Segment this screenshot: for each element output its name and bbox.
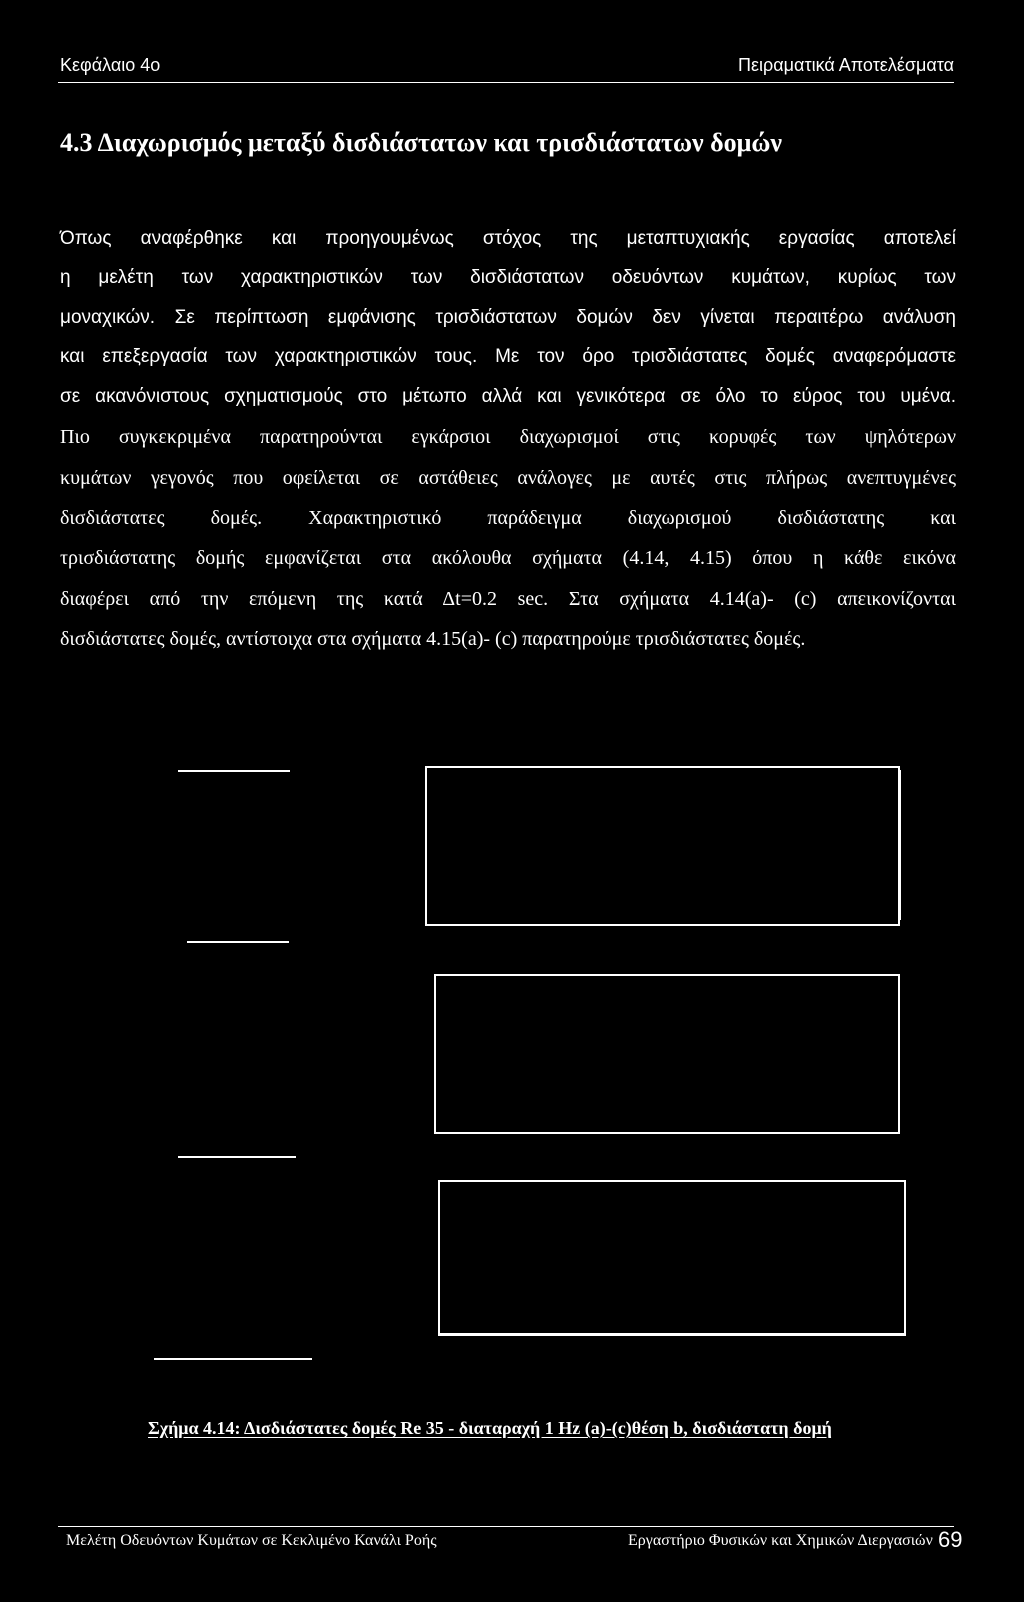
figure-caption: Σχήμα 4.14: Δισδιάστατες δομές Re 35 - διαταραχή 1 Hz (a)-(c)θέση b, δισδιάστατη δομή <box>148 1418 832 1438</box>
footer-thesis-title: Μελέτη Οδευόντων Κυμάτων σε Κεκλιμένο Κανάλι Ροής <box>66 1532 437 1549</box>
paragraph-line: η μελέτη των χαρακτηριστικών των δισδιάστατων οδευόντων κυμάτων, κυρίως των <box>60 267 956 288</box>
panel-a-edge <box>178 770 290 772</box>
paragraph-line: μοναχικών. Σε περίπτωση εμφάνισης τρισδιάστατων δομών δεν γίνεται περαιτέρω ανάλυση <box>60 307 956 328</box>
running-header-chapter: Κεφάλαιο 4ο <box>60 55 161 75</box>
figure-panel-c <box>438 1180 906 1335</box>
panel-c-edge <box>178 1156 296 1158</box>
section-title: 4.3 Διαχωρισμός μεταξύ δισδιάστατων και τρισδιάστατων δομών <box>60 128 782 157</box>
footer-rule <box>58 1526 954 1527</box>
paragraph-line: διαφέρει από την επόμενη της κατά Δt=0.2 sec. Στα σχήματα 4.14(a)- (c) απεικονίζονται <box>60 588 956 610</box>
paragraph-line: κυμάτων γεγονός που οφείλεται σε αστάθειες ανάλογες με αυτές στις πλήρως ανεπτυγμένες <box>60 467 956 489</box>
figure-panel-b <box>434 974 900 1134</box>
panel-c-bottom-edge <box>438 1334 906 1336</box>
page-number: 69 <box>938 1527 963 1552</box>
figure-panel-a <box>425 766 900 926</box>
panel-c-lower-edge <box>154 1358 312 1360</box>
panel-b-bottom-edge <box>434 1132 900 1134</box>
paragraph-line: δισδιάστατες δομές, αντίστοιχα στα σχήματα 4.15(a)- (c) παρατηρούμε τρισδιάστατες δομές. <box>60 628 806 650</box>
paragraph-line: σε ακανόνιστους σχηματισμούς στο μέτωπο αλλά και γενικότερα σε όλο το εύρος του υμένα. <box>60 386 956 407</box>
paragraph-line: και επεξεργασία των χαρακτηριστικών τους. Με τον όρο τρισδιάστατες δομές αναφερόμαστε <box>60 346 956 367</box>
paragraph-line: Πιο συγκεκριμένα παρατηρούνται εγκάρσιοι διαχωρισμοί στις κορυφές των ψηλότερων <box>60 426 956 448</box>
panel-b-edge <box>187 941 289 943</box>
footer-lab-name: Εργαστήριο Φυσικών και Χημικών Διεργασιών <box>628 1532 933 1549</box>
header-rule <box>58 82 954 83</box>
paragraph-line: δισδιάστατες δομές. Χαρακτηριστικό παράδειγμα διαχωρισμού δισδιάστατης και <box>60 507 956 529</box>
paragraph-line: τρισδιάστατης δομής εμφανίζεται στα ακόλουθα σχήματα (4.14, 4.15) όπου η κάθε εικόνα <box>60 547 956 569</box>
running-header-section: Πειραματικά Αποτελέσματα <box>738 55 954 75</box>
panel-a-side-edge <box>899 770 901 920</box>
paragraph-line: Όπως αναφέρθηκε και προηγουμένως στόχος της μεταπτυχιακής εργασίας αποτελεί <box>60 228 956 249</box>
